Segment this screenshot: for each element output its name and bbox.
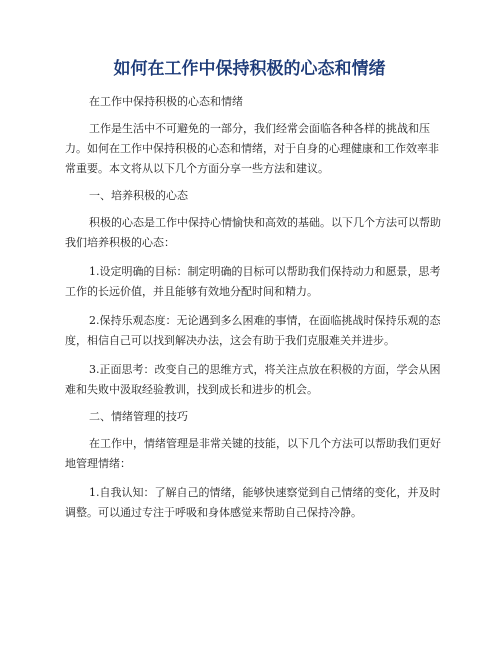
intro-paragraph: 工作是生活中不可避免的一部分，我们经常会面临各种各样的挑战和压力。如何在工作中保持积极的心态和情绪，对于自身的心理健康和工作效率非常重要。本文将从以下几个方面分享一些方法和建议。 [65,122,439,175]
section-1-item-3: 3.正面思考：改变自己的思维方式，将关注点放在积极的方面，学会从困难和失败中汲取经验教训，找到成长和进步的机会。 [65,363,441,396]
section-1-intro: 积极的心态是工作中保持心情愉快和高效的基础。以下几个方法可以帮助我们培养积极的心态： [65,216,441,249]
document-title: 如何在工作中保持积极的心态和情绪 [113,59,386,79]
section-1-heading: 一、培养积极的心态 [89,189,188,202]
section-2-item-1: 1.自我认知：了解自己的情绪，能够快速察觉到自己情绪的变化，并及时调整。可以通过专注于呼吸和身体感觉来帮助自己保持冷静。 [65,486,441,519]
document-subtitle: 在工作中保持积极的心态和情绪 [89,95,243,108]
section-1-item-2: 2.保持乐观态度：无论遇到多么困难的事情，在面临挑战时保持乐观的态度，相信自己可以找到解决办法，这会有助于我们克服难关并进步。 [65,314,441,347]
section-2-heading: 二、情绪管理的技巧 [89,410,188,423]
section-1-item-1: 1.设定明确的目标：制定明确的目标可以帮助我们保持动力和愿景，思考工作的长远价值，并且能够有效地分配时间和精力。 [65,265,441,298]
section-2-intro: 在工作中，情绪管理是非常关键的技能，以下几个方法可以帮助我们更好地管理情绪： [65,437,441,470]
